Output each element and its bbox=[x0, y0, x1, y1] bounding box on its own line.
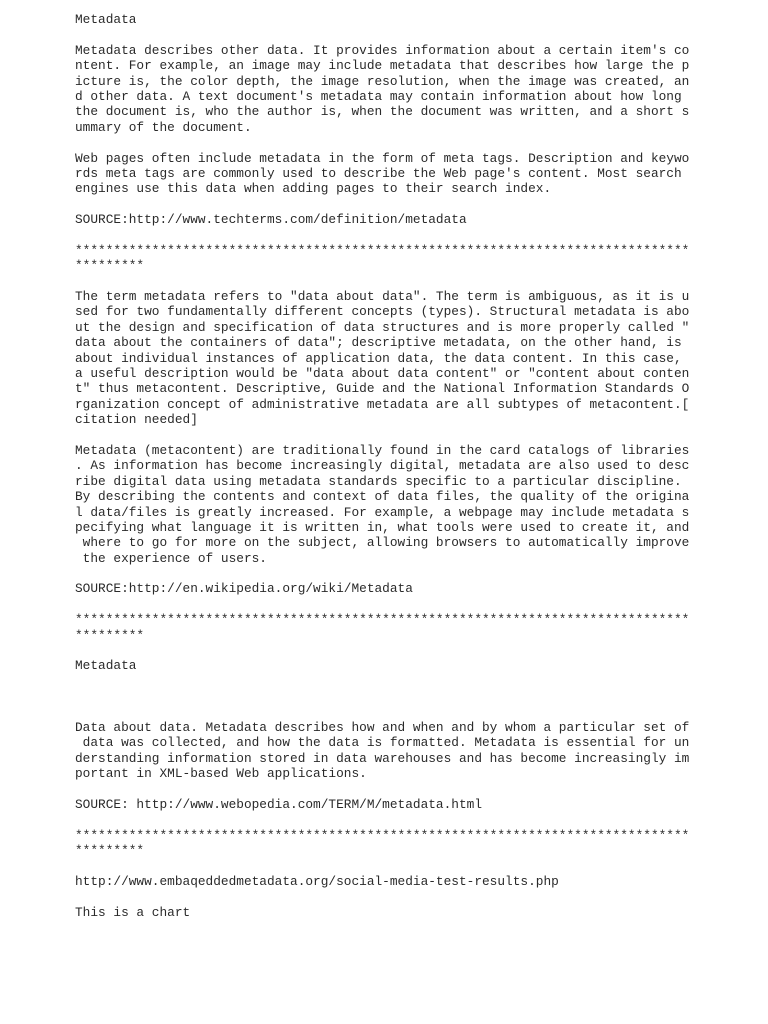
text-line: Data about data. Metadata describes how and when and by whom a particular set of bbox=[75, 719, 690, 735]
text-line bbox=[75, 689, 695, 704]
blank-line bbox=[75, 889, 695, 904]
text-line: data about the containers of data"; descriptive metadata, on the other hand, is bbox=[75, 335, 682, 351]
blank-line bbox=[75, 597, 695, 612]
text-line: The term metadata refers to "data about data". The term is ambiguous, as it is u bbox=[75, 289, 690, 305]
text-line: SOURCE:http://www.techterms.com/definition/metadata bbox=[75, 212, 467, 228]
blank-line bbox=[75, 782, 695, 797]
text-line: Metadata bbox=[75, 658, 137, 674]
blank-line bbox=[75, 858, 695, 873]
separator-line bbox=[75, 612, 695, 643]
blank-line bbox=[75, 674, 695, 689]
document-title: Metadata bbox=[75, 12, 137, 27]
text-line: rds meta tags are commonly used to describe the Web page's content. Most search bbox=[75, 165, 682, 181]
text-line: citation needed] bbox=[75, 412, 198, 428]
text-line: ******************************************************************************** bbox=[75, 827, 690, 843]
text-line: ********* bbox=[75, 627, 145, 643]
source-link-webopedia bbox=[75, 797, 695, 812]
text-line: data was collected, and how the data is formatted. Metadata is essential for un bbox=[75, 735, 690, 751]
source-link-techterms bbox=[75, 212, 695, 227]
url-embedded-metadata bbox=[75, 874, 695, 889]
text-line: the experience of users. bbox=[75, 550, 267, 566]
text-line: ribe digital data using metadata standards specific to a particular discipline. bbox=[75, 473, 682, 489]
text-line: portant in XML-based Web applications. bbox=[75, 766, 367, 782]
text-line: icture is, the color depth, the image resolution, when the image was created, an bbox=[75, 73, 690, 89]
text-line: sed for two fundamentally different concepts (types). Structural metadata is abo bbox=[75, 304, 690, 320]
paragraph-meta-tags bbox=[75, 151, 695, 197]
text-line: By describing the contents and context of data files, the quality of the origina bbox=[75, 489, 690, 505]
text-line: ntent. For example, an image may include metadata that describes how large the p bbox=[75, 58, 690, 74]
blank-line bbox=[75, 197, 695, 212]
blank-line bbox=[75, 135, 695, 150]
text-line: Web pages often include metadata in the form of meta tags. Description and keywo bbox=[75, 150, 690, 166]
blank-line bbox=[75, 566, 695, 581]
paragraph-definition bbox=[75, 43, 695, 135]
text-line: Metadata (metacontent) are traditionally found in the card catalogs of libraries bbox=[75, 442, 690, 458]
separator-line bbox=[75, 828, 695, 859]
blank-line bbox=[75, 274, 695, 289]
text-line: http://www.embaqeddedmetadata.org/social-media-test-results.php bbox=[75, 873, 559, 889]
text-line: d other data. A text document's metadata may contain information about how long bbox=[75, 88, 682, 104]
text-line: rganization concept of administrative metadata are all subtypes of metacontent.[ bbox=[75, 396, 690, 412]
text-line: where to go for more on the subject, allowing browsers to automatically improve bbox=[75, 535, 690, 551]
text-line: SOURCE:http://en.wikipedia.org/wiki/Metadata bbox=[75, 581, 413, 597]
text-line: ******************************************************************************** bbox=[75, 612, 690, 628]
blank-line bbox=[75, 27, 695, 42]
text-line: engines use this data when adding pages to their search index. bbox=[75, 181, 552, 197]
blank-line bbox=[75, 812, 695, 827]
paragraph-term-metadata bbox=[75, 289, 695, 428]
paragraph-data-about-data bbox=[75, 720, 695, 782]
text-line: pecifying what language it is written in, what tools were used to create it, and bbox=[75, 519, 690, 535]
text-line: ********* bbox=[75, 843, 145, 859]
text-line: derstanding information stored in data warehouses and has become increasingly im bbox=[75, 750, 690, 766]
text-line: SOURCE: http://www.webopedia.com/TERM/M/metadata.html bbox=[75, 796, 483, 812]
source-link-wikipedia bbox=[75, 581, 695, 596]
text-line: ummary of the document. bbox=[75, 119, 252, 135]
blank-line bbox=[75, 643, 695, 658]
text-line: t" thus metacontent. Descriptive, Guide and the National Information Standards O bbox=[75, 381, 690, 397]
text-line: about individual instances of application data, the data content. In this case, bbox=[75, 350, 682, 366]
text-line: . As information has become increasingly digital, metadata are also used to desc bbox=[75, 458, 690, 474]
document-body bbox=[75, 43, 695, 920]
text-line: ******************************************************************************** bbox=[75, 242, 690, 258]
blank-line bbox=[75, 705, 695, 720]
text-line: the document is, who the author is, when the document was written, and a short s bbox=[75, 104, 690, 120]
blank-line bbox=[75, 428, 695, 443]
text-line: ********* bbox=[75, 258, 145, 274]
section-heading-metadata bbox=[75, 658, 695, 673]
chart-caption bbox=[75, 905, 695, 920]
text-line: a useful description would be "data about data content" or "content about conten bbox=[75, 365, 690, 381]
paragraph-metacontent bbox=[75, 443, 695, 566]
separator-line bbox=[75, 243, 695, 274]
text-line: ut the design and specification of data structures and is more properly called " bbox=[75, 319, 690, 335]
text-line: l data/files is greatly increased. For example, a webpage may include metadata s bbox=[75, 504, 690, 520]
blank-paragraph bbox=[75, 689, 695, 704]
document-page bbox=[75, 12, 695, 920]
blank-line bbox=[75, 227, 695, 242]
text-line: This is a chart bbox=[75, 904, 191, 920]
text-line: Metadata describes other data. It provides information about a certain item's co bbox=[75, 42, 690, 58]
